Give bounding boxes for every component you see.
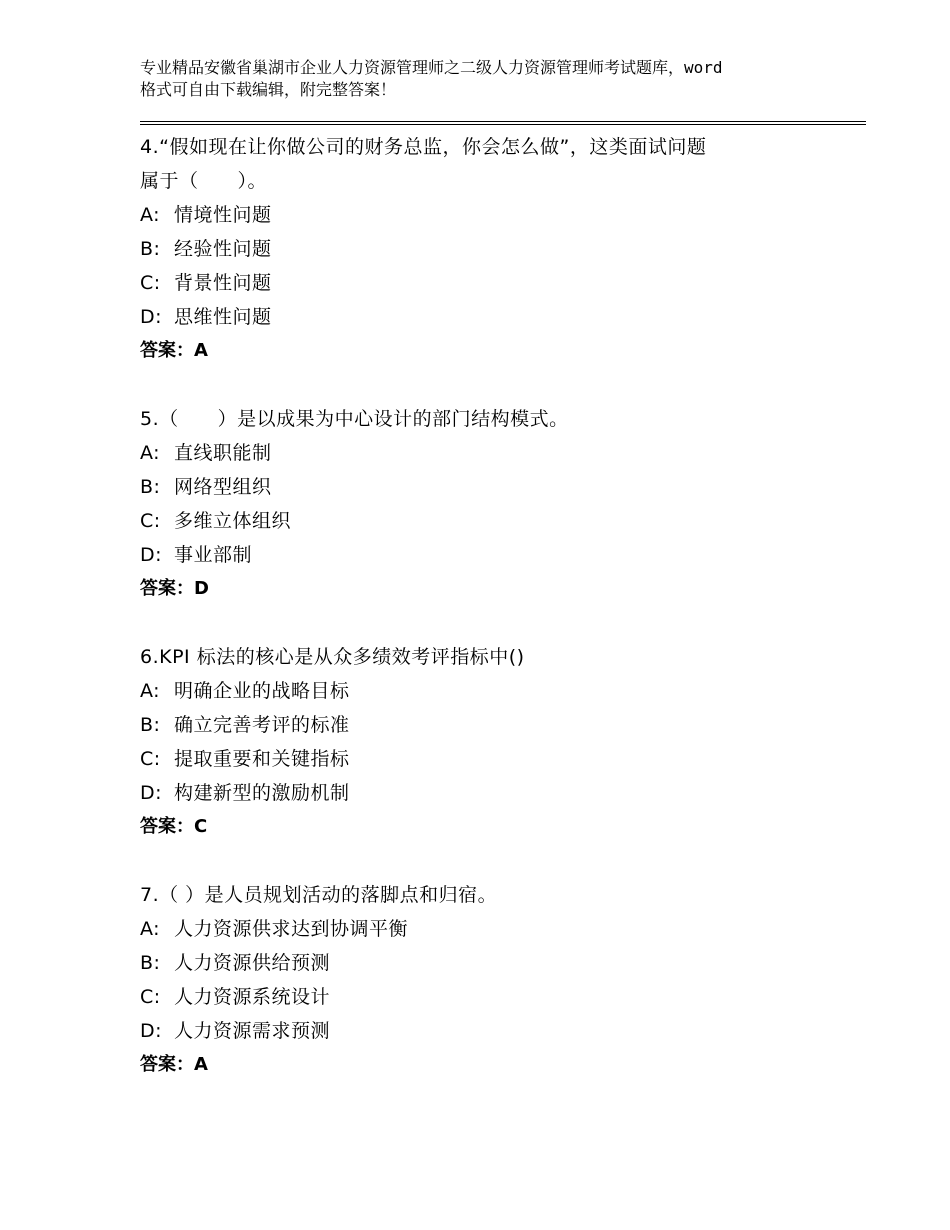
- option-letter: A:: [140, 442, 161, 464]
- option-letter: A:: [140, 918, 161, 940]
- option-b: [140, 470, 840, 504]
- spacer: [140, 606, 840, 640]
- option-text: 网络型组织: [174, 476, 272, 498]
- option-text: 情境性问题: [174, 204, 272, 226]
- option-letter: A:: [140, 204, 161, 226]
- answer: 答案：A: [140, 1054, 208, 1075]
- spacer: [140, 368, 840, 402]
- option-c: [140, 266, 840, 300]
- option-letter: B:: [140, 952, 161, 974]
- option-text: 人力资源供求达到协调平衡: [174, 918, 409, 940]
- option-d: [140, 1014, 840, 1048]
- question-stem-continued: 属于（ ）。: [140, 170, 268, 192]
- option-text: 背景性问题: [174, 272, 272, 294]
- question-stem: 4.“假如现在让你做公司的财务总监，你会怎么做”，这类面试问题: [140, 136, 707, 158]
- option-text: 多维立体组织: [174, 510, 292, 532]
- answer: 答案：D: [140, 578, 209, 599]
- option-letter: D:: [140, 782, 163, 804]
- option-a: [140, 674, 840, 708]
- option-letter: C:: [140, 510, 161, 532]
- answer: 答案：A: [140, 340, 208, 361]
- option-letter: C:: [140, 748, 161, 770]
- option-text: 构建新型的激励机制: [174, 782, 350, 804]
- option-letter: B:: [140, 238, 161, 260]
- option-text: 确立完善考评的标准: [174, 714, 350, 736]
- option-d: [140, 538, 840, 572]
- option-text: 明确企业的战略目标: [174, 680, 350, 702]
- option-letter: B:: [140, 714, 161, 736]
- option-text: 经验性问题: [174, 238, 272, 260]
- option-a: [140, 436, 840, 470]
- option-letter: D:: [140, 544, 163, 566]
- option-letter: B:: [140, 476, 161, 498]
- answer: 答案：C: [140, 816, 208, 837]
- option-text: 思维性问题: [174, 306, 272, 328]
- header-line-2: 格式可自由下载编辑，附完整答案！: [140, 80, 397, 99]
- question-5: [140, 402, 840, 606]
- header-line-1: 专业精品安徽省巢湖市企业人力资源管理师之二级人力资源管理师考试题库，word: [140, 58, 723, 77]
- spacer: [140, 844, 840, 878]
- option-letter: C:: [140, 986, 161, 1008]
- option-letter: D:: [140, 1020, 163, 1042]
- option-d: [140, 300, 840, 334]
- option-text: 人力资源供给预测: [174, 952, 331, 974]
- option-d: [140, 776, 840, 810]
- option-text: 事业部制: [174, 544, 253, 566]
- question-list: [140, 130, 840, 1082]
- option-letter: A:: [140, 680, 161, 702]
- question-stem: 7.（ ）是人员规划活动的落脚点和归宿。: [140, 884, 498, 906]
- question-7: [140, 878, 840, 1082]
- option-c: [140, 742, 840, 776]
- question-4: [140, 130, 840, 368]
- document-header: [140, 57, 840, 101]
- header-divider: [140, 121, 866, 125]
- option-b: [140, 946, 840, 980]
- option-b: [140, 708, 840, 742]
- question-6: [140, 640, 840, 844]
- option-text: 人力资源系统设计: [174, 986, 331, 1008]
- option-letter: D:: [140, 306, 163, 328]
- option-a: [140, 912, 840, 946]
- option-text: 提取重要和关键指标: [174, 748, 350, 770]
- question-stem: 5.（ ）是以成果为中心设计的部门结构模式。: [140, 408, 569, 430]
- option-a: [140, 198, 840, 232]
- option-text: 直线职能制: [174, 442, 272, 464]
- question-stem: 6.KPI 标法的核心是从众多绩效考评指标中(): [140, 646, 525, 668]
- option-letter: C:: [140, 272, 161, 294]
- option-b: [140, 232, 840, 266]
- option-text: 人力资源需求预测: [174, 1020, 331, 1042]
- option-c: [140, 504, 840, 538]
- option-c: [140, 980, 840, 1014]
